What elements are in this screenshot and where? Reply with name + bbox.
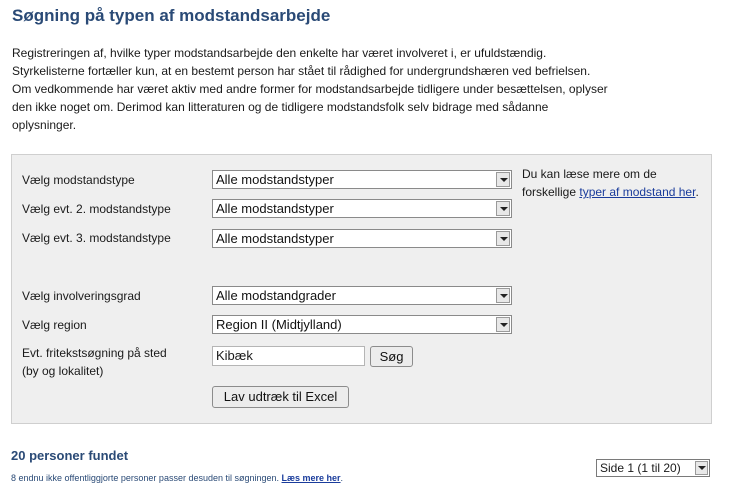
place-search-input[interactable]: Kibæk <box>212 346 365 366</box>
intro-line: oplysninger. <box>12 118 77 132</box>
side-note-prefix: forskellige <box>522 185 580 199</box>
side-note-line: Du kan læse mere om de <box>522 167 657 181</box>
search-button[interactable]: Søg <box>370 346 413 367</box>
chevron-down-icon[interactable] <box>695 461 708 475</box>
type2-select[interactable] <box>212 199 512 218</box>
type2-label: Vælg evt. 2. modstandstype <box>22 202 171 216</box>
region-label: Vælg region <box>22 318 87 332</box>
resistance-types-link[interactable]: typer af modstand her <box>579 185 696 199</box>
chevron-down-icon[interactable] <box>496 231 510 246</box>
results-count: 20 personer fundet <box>11 448 129 463</box>
freetext-label: Evt. fritekstsøgning på sted <box>22 346 167 360</box>
degree-select[interactable] <box>212 286 512 305</box>
region-value: Region II (Midtjylland) <box>216 317 342 332</box>
page-select-value: Side 1 (1 til 20) <box>600 461 681 475</box>
chevron-down-icon[interactable] <box>496 201 510 216</box>
type1-select[interactable] <box>212 170 512 189</box>
type1-value: Alle modstandstyper <box>216 172 334 187</box>
region-select[interactable] <box>212 315 512 334</box>
excel-export-button[interactable]: Lav udtræk til Excel <box>212 386 349 408</box>
page-select[interactable] <box>596 459 710 477</box>
degree-value: Alle modstandgrader <box>216 288 336 303</box>
side-note-line2 <box>522 183 707 201</box>
chevron-down-icon[interactable] <box>496 317 510 332</box>
intro-line: den ikke noget om. Derimod kan litteraturen og de tidligere modstandsfolk selv bidrage med sådanne <box>12 100 549 114</box>
intro-line: Styrkelisterne fortæller kun, at en bestemt person har stået til rådighed for undergrundshæren ved befrielsen. <box>12 64 591 78</box>
type2-value: Alle modstandstyper <box>216 201 334 216</box>
side-note-suffix: . <box>695 185 699 199</box>
chevron-down-icon[interactable] <box>496 288 510 303</box>
intro-line: Om vedkommende har været aktiv med andre former for modstandsarbejde tidligere under besættelsen, oplyser <box>12 82 608 96</box>
footnote-text: 8 endnu ikke offentliggjorte personer passer desuden til søgningen. <box>11 473 282 483</box>
degree-label: Vælg involveringsgrad <box>22 289 141 303</box>
freetext-sublabel: (by og lokalitet) <box>22 364 104 378</box>
type3-label: Vælg evt. 3. modstandstype <box>22 231 171 245</box>
intro-line: Registreringen af, hvilke typer modstandsarbejde den enkelte har været involveret i, er ufuldstændig. <box>12 46 547 60</box>
unpublished-footnote <box>11 473 343 483</box>
type3-value: Alle modstandstyper <box>216 231 334 246</box>
type1-label: Vælg modstandstype <box>22 173 135 187</box>
side-note <box>522 165 707 201</box>
type3-select[interactable] <box>212 229 512 248</box>
page-title: Søgning på typen af modstandsarbejde <box>12 6 331 25</box>
intro-text <box>12 44 622 134</box>
chevron-down-icon[interactable] <box>496 172 510 187</box>
read-more-link[interactable]: Læs mere her <box>281 473 341 483</box>
footnote-end: . <box>340 473 344 483</box>
